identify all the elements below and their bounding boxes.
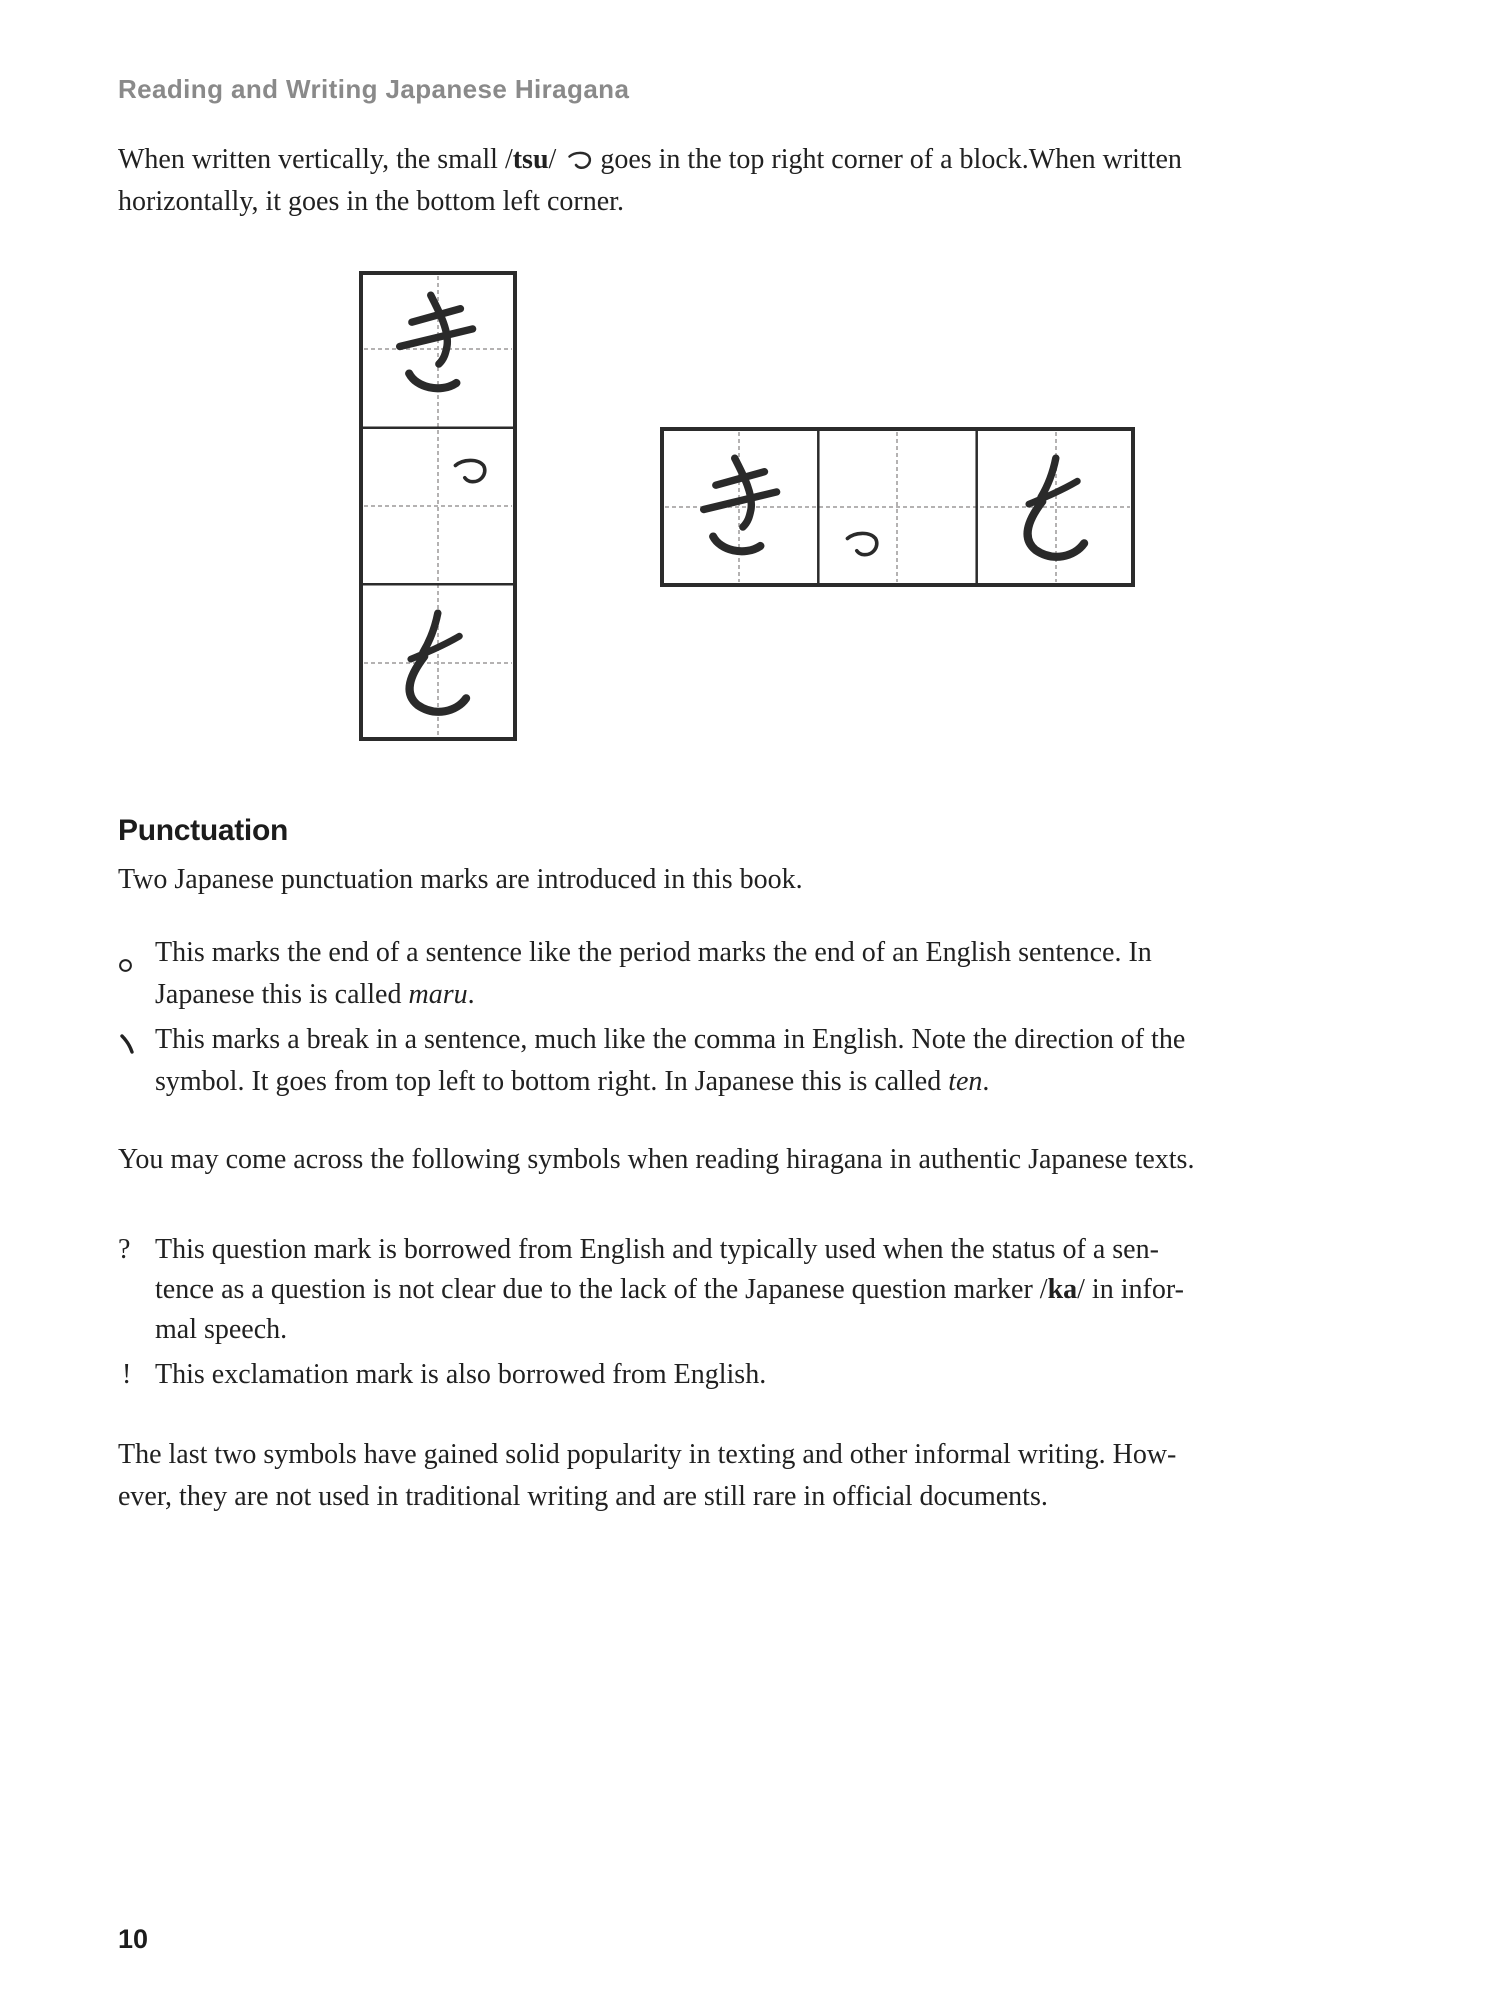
hiragana-ki-glyph: [704, 458, 777, 551]
ten-item-line-1: This marks a break in a sentence, much like the comma in English. Note the direction of the: [155, 1024, 1186, 1055]
maru-item-line-2: [155, 974, 1152, 1016]
ten-item-text: [155, 1019, 1185, 1103]
maru-item-line-1: This marks the end of a sentence like the period marks the end of an English sentence. In: [155, 937, 1152, 968]
exclamation-item-text: This exclamation mark is also borrowed from English.: [155, 1359, 767, 1390]
small-tsu-inline-glyph: [566, 149, 592, 170]
vertical-block-guide-lines: [364, 276, 512, 736]
ten-comma-marker: [118, 1033, 136, 1055]
vertical-writing-block-figure: [359, 271, 517, 741]
maru-item-line2-post: .: [467, 979, 475, 1010]
hiragana-to-glyph: [1028, 458, 1085, 557]
punctuation-heading: Punctuation: [118, 814, 289, 847]
punctuation-intro: Two Japanese punctuation marks are introduced in this book.: [118, 864, 803, 895]
maru-term-italic: maru: [408, 979, 468, 1010]
question-item-line2-post: / in infor-: [1077, 1274, 1184, 1305]
page-number: 10: [118, 1924, 149, 1954]
ten-item-line-2: [155, 1061, 1185, 1103]
question-item-line-3: mal speech.: [155, 1314, 288, 1345]
intro-line1-slash: /: [548, 144, 557, 175]
ten-item-line2-post: .: [982, 1066, 990, 1097]
closing-line-2: ever, they are not used in traditional writing and are still rare in official documents.: [118, 1481, 1048, 1512]
maru-item-text: [155, 932, 1152, 1016]
question-mark-marker: ?: [118, 1234, 131, 1265]
hiragana-small-tsu-glyph: [847, 533, 876, 554]
authentic-texts-note: You may come across the following symbols when reading hiragana in authentic Japanese texts.: [118, 1144, 1195, 1175]
ka-romaji-bold: ka: [1047, 1274, 1078, 1305]
question-item-text: [155, 1230, 1184, 1350]
exclamation-mark-marker: !: [122, 1359, 132, 1390]
hiragana-ki-glyph: [400, 295, 473, 388]
tsu-romaji-bold: tsu: [512, 144, 549, 175]
intro-paragraph: [118, 139, 1182, 223]
intro-line-1: [118, 139, 1182, 181]
closing-paragraph: [118, 1434, 1176, 1518]
question-item-line2-pre: tence as a question is not clear due to the lack of the Japanese question marker /: [155, 1274, 1048, 1305]
hiragana-small-tsu-glyph: [455, 460, 484, 481]
ten-item-line2-pre: symbol. It goes from top left to bottom right. In Japanese this is called: [155, 1066, 949, 1097]
intro-line-2: horizontally, it goes in the bottom left corner.: [118, 186, 624, 217]
intro-line1-post: goes in the top right corner of a block.When written: [600, 144, 1182, 175]
maru-item-line2-pre: Japanese this is called: [155, 979, 409, 1010]
horizontal-writing-block-figure: [660, 427, 1135, 587]
intro-line1-pre: When written vertically, the small /: [118, 144, 513, 175]
closing-line-1: The last two symbols have gained solid popularity in texting and other informal writing. How-: [118, 1439, 1177, 1470]
question-item-line-1: This question mark is borrowed from English and typically used when the status of a sen-: [155, 1234, 1159, 1265]
maru-period-marker: [117, 957, 134, 974]
question-item-line-2: [155, 1270, 1184, 1310]
running-header: Reading and Writing Japanese Hiragana: [118, 74, 630, 104]
ten-term-italic: ten: [948, 1066, 983, 1097]
